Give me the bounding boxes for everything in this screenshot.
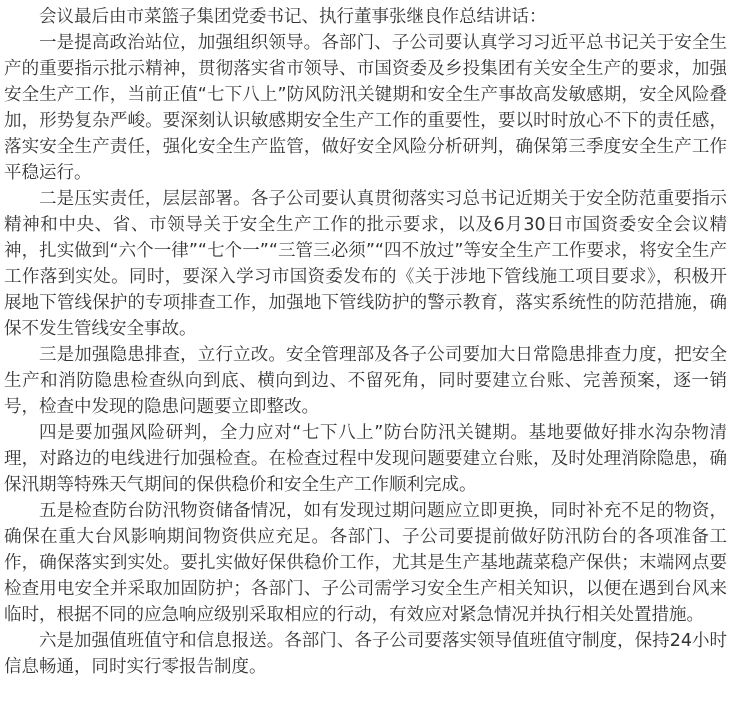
intro-paragraph: 会议最后由市菜篮子集团党委书记、执行董事张继良作总结讲话： — [39, 7, 547, 27]
paragraph-point-6: 六是加强值班值守和信息报送。各部门、各子公司要落实领导值班值守制度，保持24小时信息畅通，同时实行零报告制度。 — [4, 631, 727, 677]
paragraph-point-1: 一是提高政治站位，加强组织领导。各部门、子公司要认真学习习近平总书记关于安全生产的重要指示批示精神，贯彻落实省市领导、市国资委及乡投集团有关安全生产的要求，加强安全生产工作，当前正值“七下八上”防风防汛关键期和安全生产事故高发敏感期，安全风险叠加，形势复杂严峻。要深刻认识敏感期安全生产工作的重要性，要以时时放心不下的责任感，落实安全生产责任，强化安全生产监管，做好安全风险分析研判，确保第三季度安全生产工作平稳运行。 — [4, 33, 727, 183]
paragraph-point-2: 二是压实责任，层层部署。各子公司要认真贯彻落实习总书记近期关于安全防范重要指示精神和中央、省、市领导关于安全生产工作的批示要求，以及6月30日市国资委安全会议精神，扎实做到“六个一律”“七个一”“三管三必须”“四不放过”等安全生产工作要求，将安全生产工作落到实处。同时，要深入学习市国资委发布的《关于涉地下管线施工项目要求》，积极开展地下管线保护的专项排查工作，加强地下管线防护的警示教育，落实系统性的防范措施，确保不发生管线安全事故。 — [4, 189, 727, 339]
paragraph-point-4: 四是要加强风险研判，全力应对“七下八上”防台防汛关键期。基地要做好排水沟杂物清理，对路边的电线进行加强检查。在检查过程中发现问题要建立台账，及时处理消除隐患，确保汛期等特殊天气期间的保供稳价和安全生产工作顺利完成。 — [4, 423, 727, 495]
paragraph-point-5: 五是检查防台防汛物资储备情况，如有发现过期问题应立即更换，同时补充不足的物资，确保在重大台风影响期间物资供应充足。各部门、子公司要提前做好防汛防台的各项准备工作，确保落实到实处。要扎实做好保供稳价工作，尤其是生产基地蔬菜稳产保供；末端网点要检查用电安全并采取加固防护；各部门、子公司需学习安全生产相关知识，以便在遇到台风来临时，根据不同的应急响应级别采取相应的行动，有效应对紧急情况并执行相关处置措施。 — [4, 501, 727, 625]
paragraph-point-3: 三是加强隐患排查，立行立改。安全管理部及各子公司要加大日常隐患排查力度，把安全生产和消防隐患检查纵向到底、横向到边、不留死角，同时要建立台账、完善预案，逐一销号，检查中发现的隐患问题要立即整改。 — [4, 345, 727, 417]
